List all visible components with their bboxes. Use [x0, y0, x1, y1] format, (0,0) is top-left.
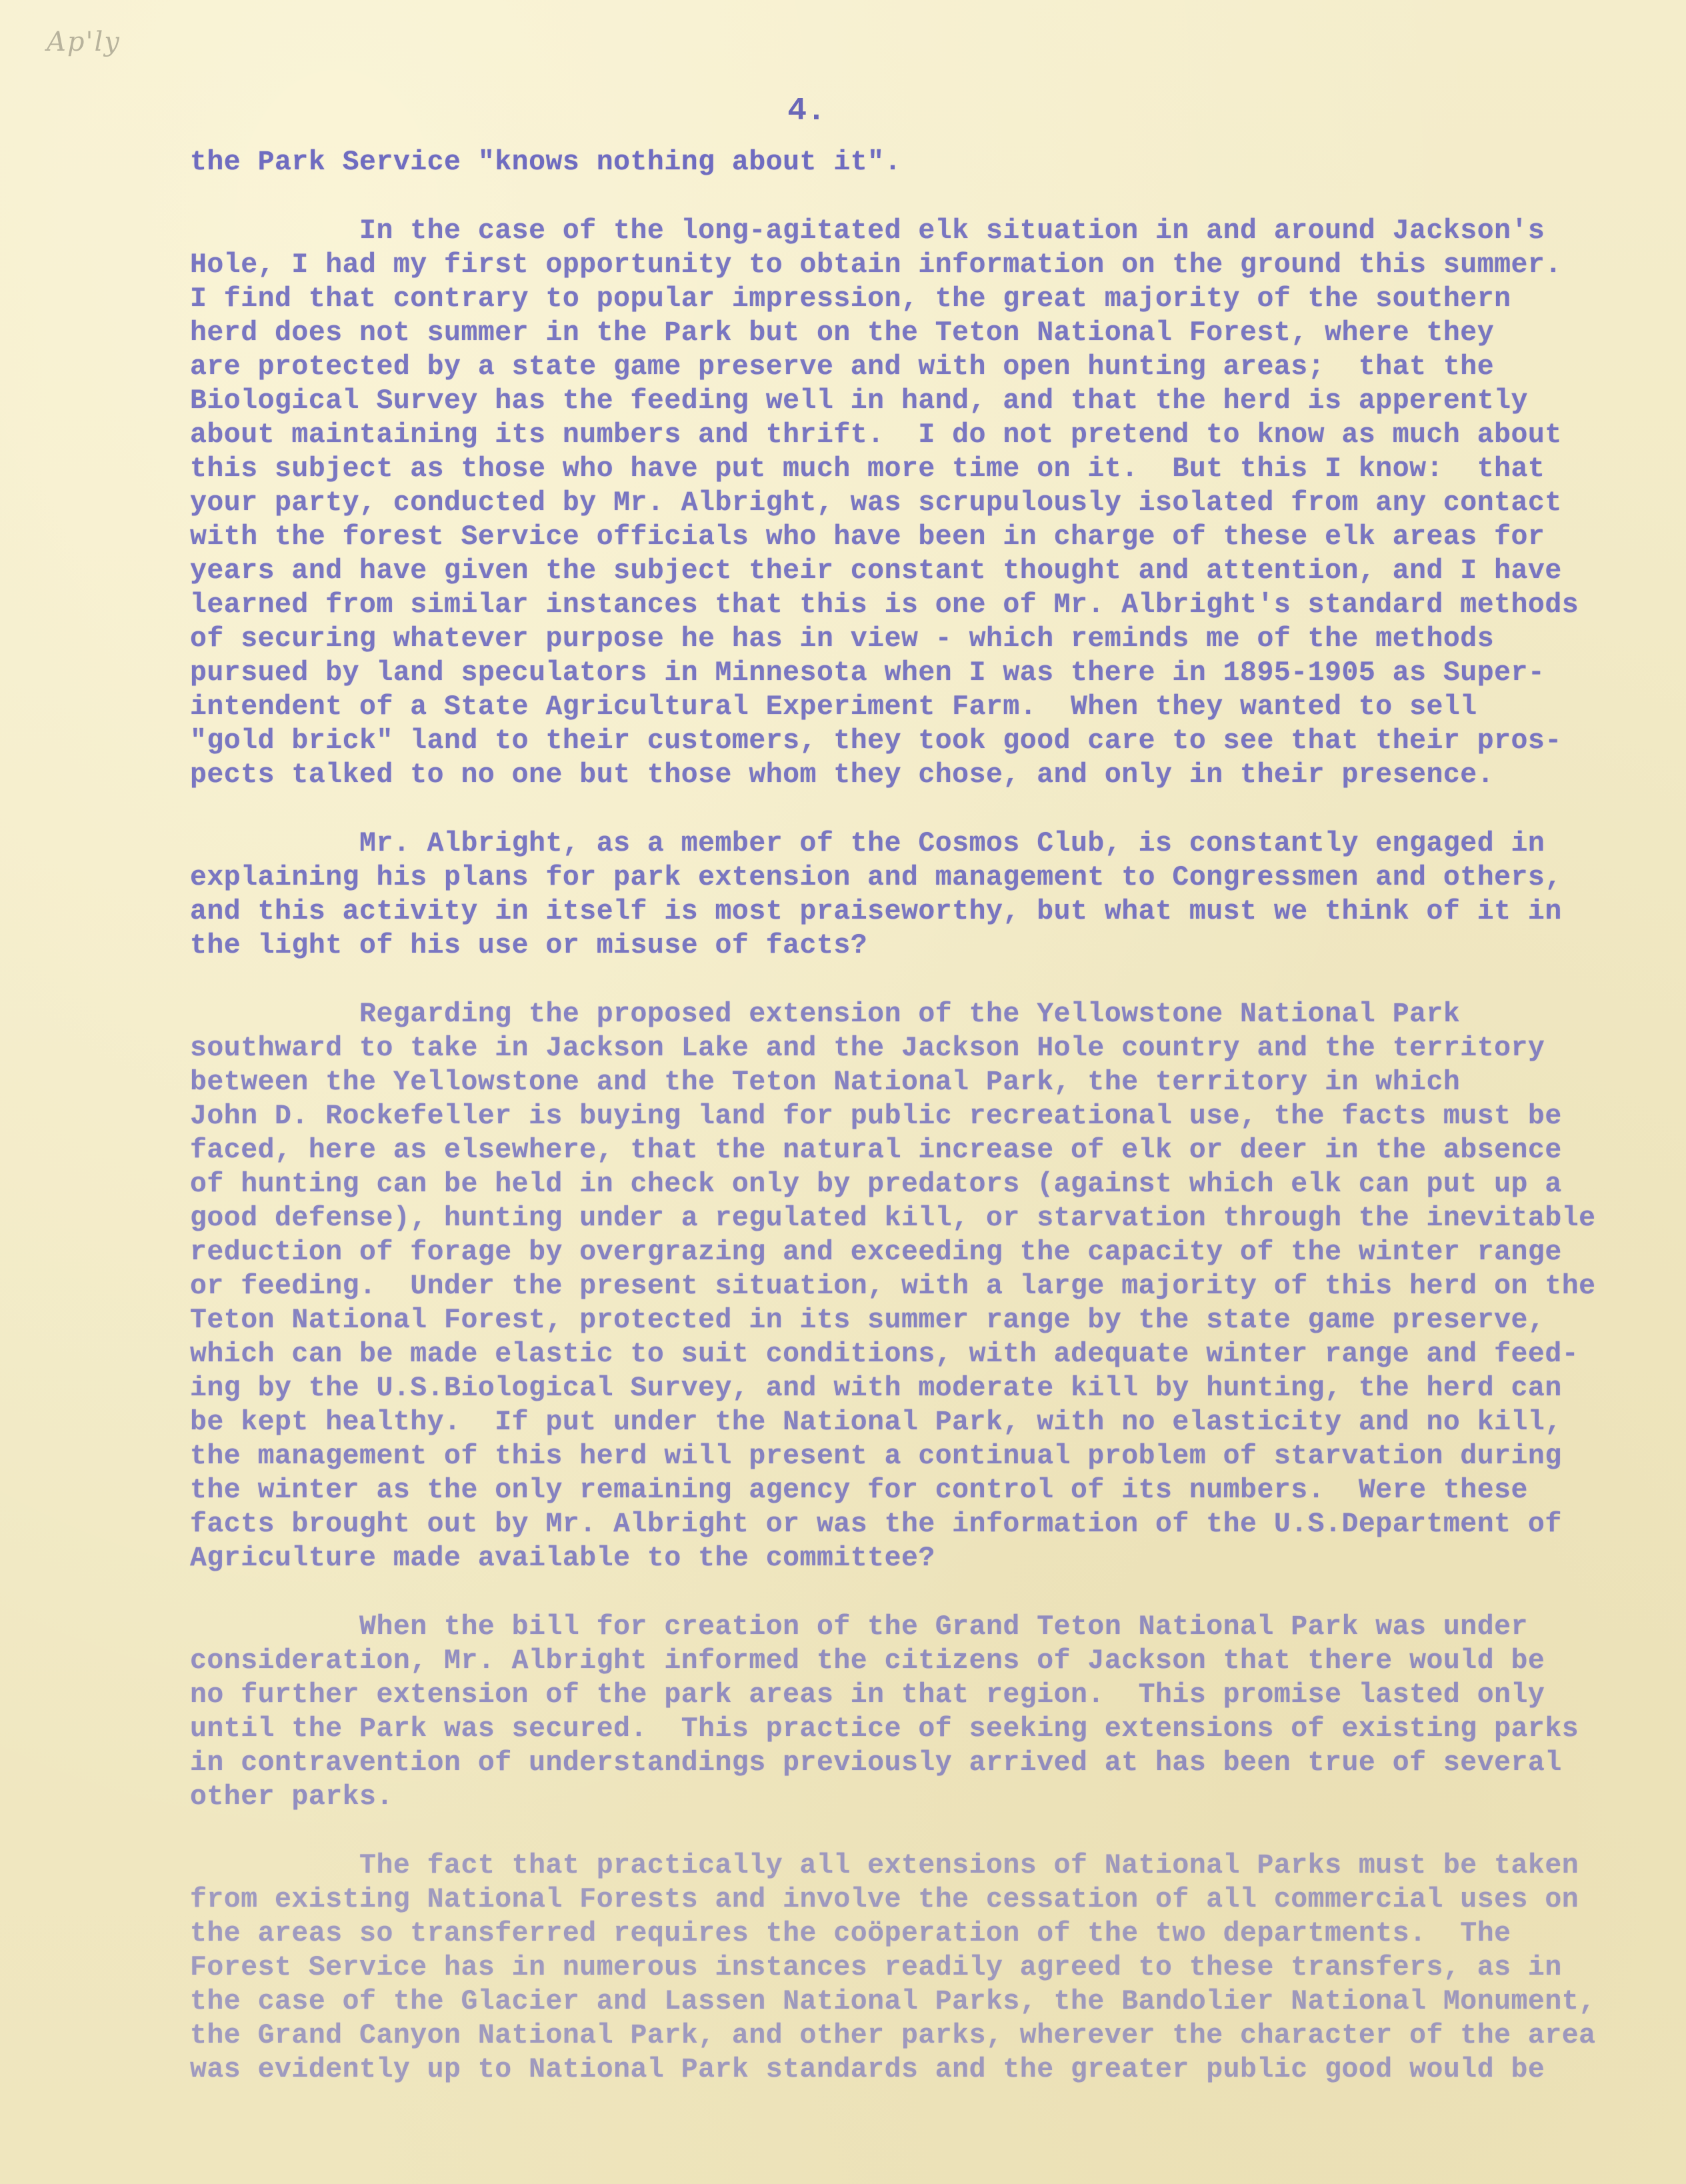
text-line: good defense), hunting under a regulated kill, or starvation through the inevitable [190, 1203, 1596, 1234]
text-line: the management of this herd will present a continual problem of starvation during [190, 1441, 1562, 1472]
text-line: until the Park was secured. This practice of seeking extensions of existing parks [190, 1713, 1579, 1745]
text-line: from existing National Forests and involve the cessation of all commercial uses on [190, 1884, 1579, 1915]
text-line: pursued by land speculators in Minnesota when I was there in 1895-1905 as Super- [190, 657, 1545, 689]
text-line: the Grand Canyon National Park, and other parks, wherever the character of the area [190, 2020, 1596, 2051]
text-line: John D. Rockefeller is buying land for public recreational use, the facts must be [190, 1101, 1562, 1132]
text-line: the areas so transferred requires the coöperation of the two departments. The [190, 1918, 1511, 1949]
text-line: In the case of the long-agitated elk situation in and around Jackson's [190, 215, 1545, 247]
text-line: your party, conducted by Mr. Albright, was scrupulously isolated from any contact [190, 487, 1562, 519]
paragraph-grand-teton-bill [190, 1610, 1610, 1814]
text-line: or feeding. Under the present situation, with a large majority of this herd on the [190, 1271, 1596, 1302]
text-line: When the bill for creation of the Grand Teton National Park was under [190, 1611, 1528, 1643]
paragraph-forest-transfers [190, 1849, 1610, 2087]
text-line: the light of his use or misuse of facts? [190, 930, 868, 961]
text-line: The fact that practically all extensions of National Parks must be taken [190, 1850, 1579, 1881]
text-line: are protected by a state game preserve and with open hunting areas; that the [190, 351, 1495, 383]
text-line: Agriculture made available to the committee? [190, 1543, 935, 1574]
text-line: of securing whatever purpose he has in view - which reminds me of the methods [190, 623, 1495, 655]
paragraph-yellowstone-extension [190, 997, 1610, 1575]
text-line: was evidently up to National Park standards and the greater public good would be [190, 2054, 1545, 2085]
text-line: between the Yellowstone and the Teton National Park, the territory in which [190, 1067, 1461, 1098]
text-line: explaining his plans for park extension and management to Congressmen and others, [190, 862, 1562, 893]
text-line: which can be made elastic to suit conditions, with adequate winter range and feed- [190, 1339, 1579, 1370]
text-line: in contravention of understandings previously arrived at has been true of several [190, 1747, 1562, 1779]
text-line: I find that contrary to popular impression, the great majority of the southern [190, 283, 1511, 315]
text-line: "gold brick" land to their customers, they took good care to see that their pros- [190, 725, 1562, 757]
text-line: learned from similar instances that this is one of Mr. Albright's standard methods [190, 589, 1579, 621]
text-line: no further extension of the park areas in that region. This promise lasted only [190, 1679, 1545, 1711]
text-line: consideration, Mr. Albright informed the citizens of Jackson that there would be [190, 1645, 1545, 1677]
text-line: faced, here as elsewhere, that the natural increase of elk or deer in the absence [190, 1135, 1562, 1166]
paragraph-cosmos-club [190, 827, 1610, 963]
text-line: years and have given the subject their constant thought and attention, and I have [190, 555, 1562, 587]
text-line: reduction of forage by overgrazing and exceeding the capacity of the winter range [190, 1237, 1562, 1268]
text-line: be kept healthy. If put under the National Park, with no elasticity and no kill, [190, 1407, 1562, 1438]
text-line: and this activity in itself is most praiseworthy, but what must we think of it in [190, 896, 1562, 927]
text-line: Mr. Albright, as a member of the Cosmos Club, is constantly engaged in [190, 828, 1545, 859]
text-line: Regarding the proposed extension of the Yellowstone National Park [190, 999, 1461, 1030]
text-line: Hole, I had my first opportunity to obtain information on the ground this summer. [190, 249, 1562, 281]
text-line: of hunting can be held in check only by predators (against which elk can put up a [190, 1169, 1562, 1200]
text-line: this subject as those who have put much more time on it. But this I know: that [190, 453, 1545, 485]
text-line: pects talked to no one but those whom they chose, and only in their presence. [190, 759, 1495, 791]
paragraph-elk-situation [190, 214, 1610, 792]
text-line: ing by the U.S.Biological Survey, and with moderate kill by hunting, the herd can [190, 1373, 1562, 1404]
letter-body [190, 145, 1610, 2121]
text-line: southward to take in Jackson Lake and the Jackson Hole country and the territory [190, 1033, 1545, 1064]
text-line: the case of the Glacier and Lassen National Parks, the Bandolier National Monument, [190, 1986, 1596, 2017]
text-line: the winter as the only remaining agency for control of its numbers. Were these [190, 1475, 1528, 1506]
text-line: Teton National Forest, protected in its summer range by the state game preserve, [190, 1305, 1545, 1336]
text-line: other parks. [190, 1781, 393, 1813]
handwritten-mark: Ap'ly [47, 27, 121, 57]
text-line: herd does not summer in the Park but on the Teton National Forest, where they [190, 317, 1495, 349]
text-line: with the forest Service officials who have been in charge of these elk areas for [190, 521, 1545, 553]
text-line: the Park Service "knows nothing about it". [190, 147, 901, 178]
text-line: Biological Survey has the feeding well in hand, and that the herd is apperently [190, 385, 1528, 417]
paragraph-continuation [190, 145, 1610, 179]
page-number: 4. [787, 93, 826, 129]
text-line: intendent of a State Agricultural Experiment Farm. When they wanted to sell [190, 691, 1477, 723]
text-line: about maintaining its numbers and thrift. I do not pretend to know as much about [190, 419, 1562, 451]
text-line: Forest Service has in numerous instances readily agreed to these transfers, as in [190, 1952, 1562, 1983]
text-line: facts brought out by Mr. Albright or was the information of the U.S.Department of [190, 1509, 1562, 1540]
